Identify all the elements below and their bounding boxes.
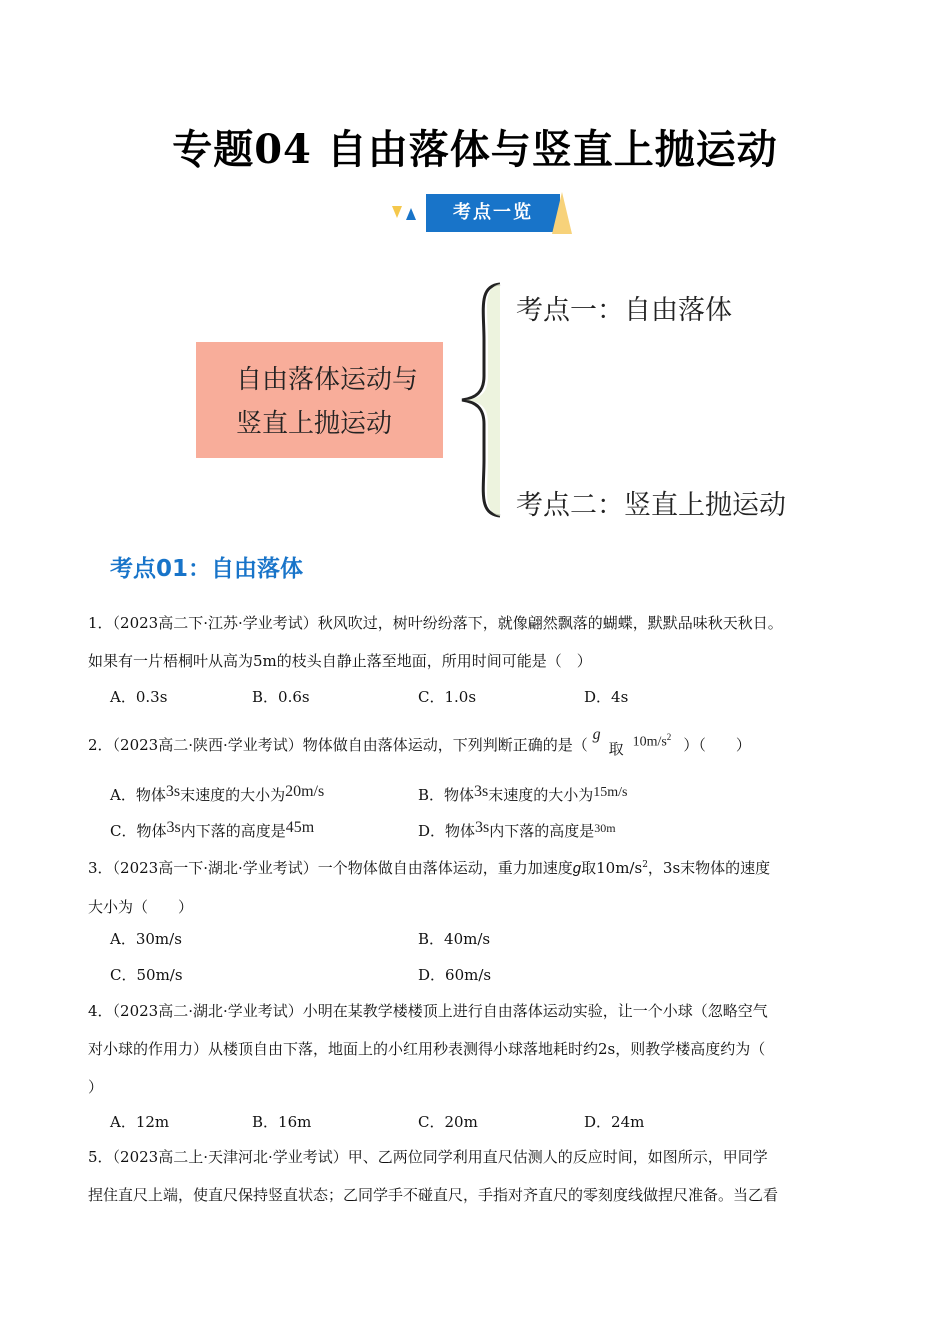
- question-text: ，3s末物体的速度: [647, 859, 771, 877]
- question-text: 一个物体做自由落体运动，重力加速度: [317, 859, 573, 877]
- option-c[interactable]: C．20m: [418, 1113, 478, 1131]
- question-source: （2023高二·陕西·学业考试）: [112, 736, 303, 754]
- overview-topic-1: 考点一：自由落体: [516, 295, 732, 326]
- question-source: （2023高二·湖北·学业考试）: [112, 1002, 303, 1020]
- option-d[interactable]: D．24m: [584, 1113, 645, 1131]
- math-sup: 2: [642, 860, 648, 870]
- question-1: [88, 604, 864, 680]
- option-a[interactable]: A．30m/s: [110, 930, 182, 948]
- option-math: 45m: [285, 819, 315, 836]
- option-math: 3s: [165, 783, 181, 800]
- option-math: 20m/s: [285, 783, 325, 800]
- question-text: 秋风吹过，树叶纷纷落下，就像翩然飘落的蝴蝶，默默品味秋天秋日。: [317, 614, 783, 632]
- option-a[interactable]: A．12m: [110, 1113, 170, 1131]
- option-a[interactable]: [110, 784, 324, 805]
- question-text: 大小为（ ）: [88, 898, 194, 916]
- question-text: 物体做自由落体运动，下列判断正确的是（: [302, 736, 588, 754]
- overview-topic-box: [196, 342, 443, 458]
- section-heading: 考点01：自由落体: [110, 556, 304, 582]
- question-text: ）（ ）: [683, 736, 751, 754]
- badge-label: 考点一览: [426, 194, 560, 232]
- option-text: 内下落的高度是: [180, 822, 286, 840]
- option-text: 末速度的大小为: [488, 786, 594, 804]
- option-b[interactable]: B．0.6s: [252, 688, 310, 706]
- math-g: g: [592, 726, 601, 743]
- question-number: 4．: [88, 1002, 113, 1020]
- question-number: 5．: [88, 1148, 113, 1166]
- question-number: 1．: [88, 614, 113, 632]
- page-title: 专题04 自由落体与竖直上抛运动: [172, 126, 778, 173]
- option-prefix: C．物体: [110, 822, 167, 840]
- option-b[interactable]: B．16m: [252, 1113, 312, 1131]
- question-source: （2023高二上·天津河北·学业考试）: [112, 1148, 348, 1166]
- question-text: ）: [88, 1078, 104, 1096]
- question-text: 小明在某教学楼楼顶上进行自由落体运动实验，让一个小球（忽略空气: [302, 1002, 768, 1020]
- option-a[interactable]: A．0.3s: [110, 688, 168, 706]
- option-math: 3s: [474, 783, 489, 800]
- option-math: 30m: [594, 821, 616, 835]
- math-take: 取: [608, 740, 624, 758]
- question-text: 对小球的作用力）从楼顶自由下落，地面上的小红用秒表测得小球落地耗时约2s，则教学楼高度约为（: [88, 1040, 766, 1058]
- option-prefix: B．物体: [418, 786, 475, 804]
- overview-box-line: 自由落体运动与: [236, 365, 419, 395]
- question-text: 捏住直尺上端，使直尺保持竖直状态；乙同学手不碰直尺，手指对齐直尺的零刻度线做捏尺准备。当乙看: [88, 1186, 779, 1204]
- option-math: 3s: [166, 819, 181, 836]
- option-d[interactable]: D．60m/s: [418, 966, 492, 984]
- math-sup: 2: [666, 732, 672, 742]
- math-g: g: [572, 860, 582, 877]
- option-c[interactable]: C．1.0s: [418, 688, 477, 706]
- question-text: 如果有一片梧桐叶从高为5m的枝头自静止落至地面，所用时间可能是（ ）: [88, 652, 592, 670]
- option-d[interactable]: [418, 820, 616, 841]
- option-prefix: D．物体: [418, 822, 476, 840]
- question-3: [88, 846, 864, 926]
- section-badge: [388, 192, 588, 236]
- option-math: 15m/s: [593, 785, 628, 800]
- overview-box-line: 竖直上抛运动: [236, 409, 393, 439]
- question-text: 取10m/s: [581, 859, 643, 877]
- question-source: （2023高二下·江苏·学业考试）: [112, 614, 318, 632]
- option-math: 3s: [475, 819, 490, 836]
- option-text: 内下落的高度是: [489, 822, 595, 840]
- curly-brace-icon: [456, 280, 506, 520]
- overview-topic-2: 考点二：竖直上抛运动: [516, 490, 786, 521]
- question-number: 2．: [88, 736, 113, 754]
- option-prefix: A．物体: [110, 786, 166, 804]
- option-c[interactable]: [110, 820, 314, 841]
- option-text: 末速度的大小为: [180, 786, 286, 804]
- question-4: [88, 992, 864, 1106]
- triangle-decoration-icon: [390, 204, 422, 224]
- question-5: [88, 1138, 864, 1214]
- option-d[interactable]: D．4s: [584, 688, 629, 706]
- math-value: 10m/s: [632, 734, 667, 750]
- question-source: （2023高一下·湖北·学业考试）: [112, 859, 318, 877]
- option-b[interactable]: [418, 784, 628, 805]
- question-text: 甲、乙两位同学利用直尺估测人的反应时间，如图所示，甲同学: [347, 1148, 768, 1166]
- option-c[interactable]: C．50m/s: [110, 966, 183, 984]
- option-b[interactable]: B．40m/s: [418, 930, 491, 948]
- question-number: 3．: [88, 859, 113, 877]
- question-2: [88, 726, 864, 764]
- triangle-decoration-icon: [548, 192, 576, 234]
